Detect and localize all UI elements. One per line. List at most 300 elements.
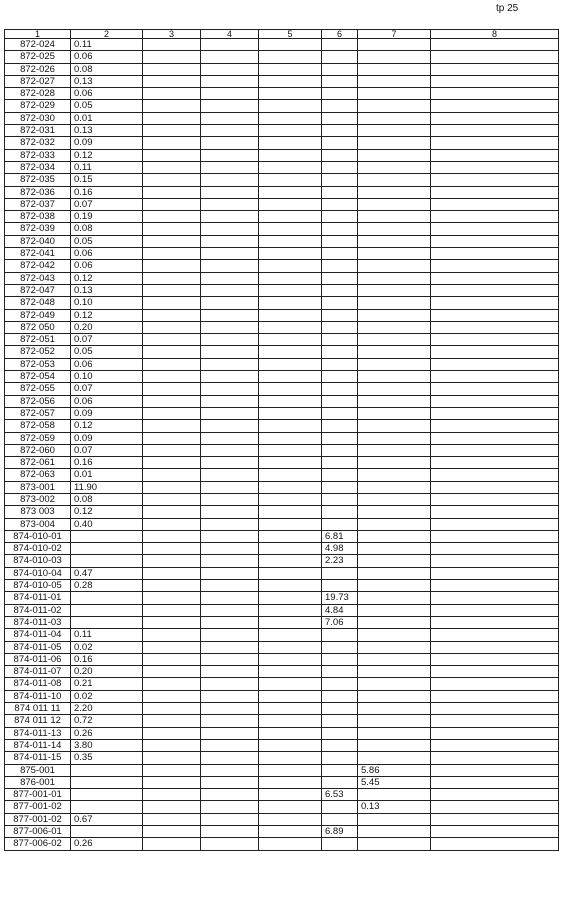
column-4-cell <box>201 371 259 383</box>
column-3-cell <box>143 198 201 210</box>
column-3-cell <box>143 826 201 838</box>
column-2-cell: 0.02 <box>71 690 143 702</box>
parcel-id-cell: 872-043 <box>5 272 71 284</box>
column-2-cell: 0.09 <box>71 432 143 444</box>
table-row <box>5 39 559 51</box>
column-3-cell <box>143 248 201 260</box>
column-7-cell <box>358 432 431 444</box>
column-2-cell: 0.10 <box>71 371 143 383</box>
column-2-cell: 0.02 <box>71 641 143 653</box>
column-8-cell <box>431 826 559 838</box>
column-2-cell: 0.11 <box>71 161 143 173</box>
column-5-cell <box>259 100 322 112</box>
column-2-cell: 0.15 <box>71 174 143 186</box>
column-2-cell: 0.12 <box>71 309 143 321</box>
column-4-cell <box>201 493 259 505</box>
column-4-cell <box>201 383 259 395</box>
column-3-cell <box>143 297 201 309</box>
parcel-id-cell: 874-011-02 <box>5 604 71 616</box>
column-5-cell <box>259 432 322 444</box>
table-row <box>5 125 559 137</box>
column-6-cell: 2.23 <box>322 555 358 567</box>
column-8-cell <box>431 272 559 284</box>
column-3-cell <box>143 186 201 198</box>
column-5-cell <box>259 407 322 419</box>
table-row <box>5 407 559 419</box>
column-4-cell <box>201 248 259 260</box>
column-6-cell <box>322 666 358 678</box>
column-5-cell <box>259 444 322 456</box>
column-2-cell: 2.20 <box>71 703 143 715</box>
column-3-cell <box>143 371 201 383</box>
column-2-cell: 0.19 <box>71 211 143 223</box>
parcel-id-cell: 877-001-01 <box>5 789 71 801</box>
column-4-cell <box>201 629 259 641</box>
column-7-cell <box>358 592 431 604</box>
column-7-cell <box>358 174 431 186</box>
column-7-cell <box>358 161 431 173</box>
column-4-cell <box>201 198 259 210</box>
table-row <box>5 481 559 493</box>
column-7-cell <box>358 530 431 542</box>
table-row <box>5 420 559 432</box>
column-7-cell <box>358 407 431 419</box>
parcel-id-cell: 872-041 <box>5 248 71 260</box>
column-2-cell: 0.10 <box>71 297 143 309</box>
column-5-cell <box>259 629 322 641</box>
column-2-cell <box>71 616 143 628</box>
column-2-cell: 0.06 <box>71 358 143 370</box>
column-5-cell <box>259 174 322 186</box>
column-6-cell <box>322 149 358 161</box>
column-8-cell <box>431 555 559 567</box>
parcel-id-cell: 872-054 <box>5 371 71 383</box>
column-6-cell <box>322 567 358 579</box>
table-row <box>5 666 559 678</box>
column-7-cell <box>358 739 431 751</box>
column-2-cell: 0.06 <box>71 51 143 63</box>
column-8-cell <box>431 752 559 764</box>
column-6-cell: 6.89 <box>322 826 358 838</box>
column-3-cell <box>143 555 201 567</box>
column-5-cell <box>259 321 322 333</box>
column-4-cell <box>201 838 259 850</box>
column-2-cell: 0.13 <box>71 284 143 296</box>
column-6-cell <box>322 457 358 469</box>
column-header: 2 <box>71 30 143 39</box>
column-6-cell <box>322 444 358 456</box>
column-6-cell <box>322 580 358 592</box>
parcel-id-cell: 872-028 <box>5 88 71 100</box>
column-6-cell <box>322 235 358 247</box>
column-3-cell <box>143 629 201 641</box>
column-3-cell <box>143 75 201 87</box>
column-4-cell <box>201 174 259 186</box>
column-3-cell <box>143 149 201 161</box>
column-7-cell: 5.45 <box>358 776 431 788</box>
table-row <box>5 690 559 702</box>
column-7-cell <box>358 616 431 628</box>
column-5-cell <box>259 334 322 346</box>
column-6-cell <box>322 752 358 764</box>
column-5-cell <box>259 530 322 542</box>
column-4-cell <box>201 407 259 419</box>
table-row <box>5 826 559 838</box>
column-8-cell <box>431 88 559 100</box>
table-row <box>5 653 559 665</box>
parcel-id-cell: 873-001 <box>5 481 71 493</box>
table-row <box>5 543 559 555</box>
column-7-cell <box>358 88 431 100</box>
column-3-cell <box>143 395 201 407</box>
column-4-cell <box>201 715 259 727</box>
column-6-cell <box>322 838 358 850</box>
parcel-id-cell: 874-010-02 <box>5 543 71 555</box>
table-row <box>5 506 559 518</box>
column-3-cell <box>143 444 201 456</box>
table-row <box>5 813 559 825</box>
column-8-cell <box>431 112 559 124</box>
column-4-cell <box>201 161 259 173</box>
column-7-cell <box>358 813 431 825</box>
column-2-cell: 0.26 <box>71 838 143 850</box>
column-6-cell: 6.81 <box>322 530 358 542</box>
column-8-cell <box>431 739 559 751</box>
column-6-cell <box>322 764 358 776</box>
parcel-id-cell: 872-026 <box>5 63 71 75</box>
table-row <box>5 334 559 346</box>
column-5-cell <box>259 297 322 309</box>
parcel-id-cell: 873 003 <box>5 506 71 518</box>
column-2-cell: 0.12 <box>71 420 143 432</box>
column-6-cell <box>322 137 358 149</box>
column-5-cell <box>259 395 322 407</box>
column-5-cell <box>259 567 322 579</box>
column-2-cell: 0.47 <box>71 567 143 579</box>
column-2-cell: 0.13 <box>71 125 143 137</box>
column-header: 7 <box>358 30 431 39</box>
table-row <box>5 530 559 542</box>
column-3-cell <box>143 358 201 370</box>
column-4-cell <box>201 260 259 272</box>
column-5-cell <box>259 383 322 395</box>
table-row <box>5 727 559 739</box>
table-row <box>5 174 559 186</box>
column-7-cell <box>358 395 431 407</box>
column-2-cell <box>71 543 143 555</box>
column-7-cell <box>358 543 431 555</box>
column-4-cell <box>201 444 259 456</box>
column-6-cell <box>322 690 358 702</box>
parcel-id-cell: 872-033 <box>5 149 71 161</box>
column-6-cell <box>322 518 358 530</box>
column-3-cell <box>143 727 201 739</box>
column-7-cell <box>358 666 431 678</box>
column-5-cell <box>259 752 322 764</box>
column-6-cell <box>322 223 358 235</box>
parcel-id-cell: 874 011 11 <box>5 703 71 715</box>
column-2-cell: 0.06 <box>71 88 143 100</box>
column-8-cell <box>431 715 559 727</box>
column-3-cell <box>143 641 201 653</box>
table-row <box>5 432 559 444</box>
parcel-id-cell: 877-006-02 <box>5 838 71 850</box>
column-6-cell <box>322 174 358 186</box>
parcel-id-cell: 872-053 <box>5 358 71 370</box>
column-3-cell <box>143 801 201 813</box>
column-6-cell: 7.06 <box>322 616 358 628</box>
column-2-cell <box>71 776 143 788</box>
parcel-id-cell: 873-002 <box>5 493 71 505</box>
parcel-id-cell: 872-040 <box>5 235 71 247</box>
column-2-cell: 0.16 <box>71 186 143 198</box>
column-8-cell <box>431 75 559 87</box>
column-2-cell <box>71 801 143 813</box>
column-3-cell <box>143 481 201 493</box>
column-4-cell <box>201 567 259 579</box>
column-8-cell <box>431 727 559 739</box>
column-4-cell <box>201 592 259 604</box>
column-5-cell <box>259 284 322 296</box>
column-5-cell <box>259 506 322 518</box>
column-3-cell <box>143 678 201 690</box>
column-8-cell <box>431 334 559 346</box>
column-5-cell <box>259 371 322 383</box>
table-row <box>5 51 559 63</box>
column-5-cell <box>259 63 322 75</box>
column-6-cell <box>322 346 358 358</box>
column-7-cell <box>358 555 431 567</box>
column-4-cell <box>201 789 259 801</box>
column-6-cell <box>322 506 358 518</box>
parcel-id-cell: 872-042 <box>5 260 71 272</box>
column-7-cell <box>358 321 431 333</box>
column-5-cell <box>259 75 322 87</box>
column-5-cell <box>259 826 322 838</box>
column-5-cell <box>259 223 322 235</box>
column-header: 6 <box>322 30 358 39</box>
column-4-cell <box>201 555 259 567</box>
column-8-cell <box>431 690 559 702</box>
table-row <box>5 321 559 333</box>
column-7-cell <box>358 186 431 198</box>
column-8-cell <box>431 186 559 198</box>
header-row <box>5 30 559 39</box>
parcel-id-cell: 874-010-01 <box>5 530 71 542</box>
column-5-cell <box>259 248 322 260</box>
column-8-cell <box>431 469 559 481</box>
column-4-cell <box>201 137 259 149</box>
column-2-cell: 0.35 <box>71 752 143 764</box>
column-6-cell <box>322 407 358 419</box>
column-8-cell <box>431 493 559 505</box>
column-8-cell <box>431 420 559 432</box>
column-5-cell <box>259 616 322 628</box>
column-5-cell <box>259 235 322 247</box>
column-5-cell <box>259 481 322 493</box>
column-6-cell <box>322 321 358 333</box>
parcel-id-cell: 874-011-05 <box>5 641 71 653</box>
column-3-cell <box>143 174 201 186</box>
column-3-cell <box>143 432 201 444</box>
column-3-cell <box>143 321 201 333</box>
column-6-cell <box>322 493 358 505</box>
parcel-id-cell: 874-011-07 <box>5 666 71 678</box>
column-3-cell <box>143 752 201 764</box>
column-8-cell <box>431 161 559 173</box>
column-8-cell <box>431 248 559 260</box>
column-5-cell <box>259 666 322 678</box>
column-2-cell <box>71 789 143 801</box>
column-3-cell <box>143 39 201 51</box>
column-3-cell <box>143 125 201 137</box>
column-8-cell <box>431 776 559 788</box>
column-6-cell: 19.73 <box>322 592 358 604</box>
table-row <box>5 838 559 850</box>
column-header: 4 <box>201 30 259 39</box>
column-2-cell: 0.07 <box>71 444 143 456</box>
column-5-cell <box>259 739 322 751</box>
column-5-cell <box>259 186 322 198</box>
parcel-id-cell: 872-024 <box>5 39 71 51</box>
table-row <box>5 395 559 407</box>
column-2-cell <box>71 592 143 604</box>
column-7-cell <box>358 838 431 850</box>
table-row <box>5 604 559 616</box>
column-8-cell <box>431 346 559 358</box>
column-2-cell: 3.80 <box>71 739 143 751</box>
column-6-cell <box>322 125 358 137</box>
column-8-cell <box>431 284 559 296</box>
table-row <box>5 149 559 161</box>
column-8-cell <box>431 149 559 161</box>
column-4-cell <box>201 641 259 653</box>
column-2-cell: 0.11 <box>71 629 143 641</box>
parcel-id-cell: 874-010-04 <box>5 567 71 579</box>
table-row <box>5 75 559 87</box>
column-7-cell <box>358 641 431 653</box>
column-4-cell <box>201 653 259 665</box>
column-3-cell <box>143 161 201 173</box>
column-6-cell <box>322 260 358 272</box>
column-2-cell: 0.16 <box>71 653 143 665</box>
column-4-cell <box>201 776 259 788</box>
parcel-id-cell: 872-047 <box>5 284 71 296</box>
parcel-id-cell: 872-058 <box>5 420 71 432</box>
column-6-cell <box>322 39 358 51</box>
column-4-cell <box>201 727 259 739</box>
table-row <box>5 100 559 112</box>
column-2-cell: 0.06 <box>71 248 143 260</box>
column-8-cell <box>431 764 559 776</box>
column-header: 8 <box>431 30 559 39</box>
column-7-cell <box>358 703 431 715</box>
column-7-cell <box>358 39 431 51</box>
parcel-id-cell: 872-034 <box>5 161 71 173</box>
column-7-cell <box>358 678 431 690</box>
column-8-cell <box>431 592 559 604</box>
column-8-cell <box>431 198 559 210</box>
column-7-cell <box>358 248 431 260</box>
table-row <box>5 186 559 198</box>
parcel-id-cell: 872 050 <box>5 321 71 333</box>
table-row <box>5 248 559 260</box>
parcel-id-cell: 872-056 <box>5 395 71 407</box>
column-8-cell <box>431 789 559 801</box>
column-7-cell <box>358 51 431 63</box>
parcel-id-cell: 872-029 <box>5 100 71 112</box>
column-5-cell <box>259 641 322 653</box>
table-row <box>5 161 559 173</box>
column-5-cell <box>259 457 322 469</box>
parcel-id-cell: 872-052 <box>5 346 71 358</box>
parcel-id-cell: 872-049 <box>5 309 71 321</box>
column-8-cell <box>431 653 559 665</box>
column-6-cell <box>322 211 358 223</box>
table-row <box>5 641 559 653</box>
column-4-cell <box>201 690 259 702</box>
column-3-cell <box>143 776 201 788</box>
column-8-cell <box>431 567 559 579</box>
column-4-cell <box>201 63 259 75</box>
column-3-cell <box>143 469 201 481</box>
column-3-cell <box>143 789 201 801</box>
column-4-cell <box>201 358 259 370</box>
column-4-cell <box>201 616 259 628</box>
column-8-cell <box>431 358 559 370</box>
column-7-cell <box>358 198 431 210</box>
column-6-cell <box>322 63 358 75</box>
column-5-cell <box>259 125 322 137</box>
column-2-cell: 0.40 <box>71 518 143 530</box>
column-3-cell <box>143 211 201 223</box>
column-7-cell <box>358 297 431 309</box>
column-3-cell <box>143 493 201 505</box>
table-row <box>5 703 559 715</box>
column-5-cell <box>259 690 322 702</box>
column-8-cell <box>431 260 559 272</box>
column-4-cell <box>201 125 259 137</box>
parcel-id-cell: 872-039 <box>5 223 71 235</box>
column-4-cell <box>201 75 259 87</box>
parcel-id-cell: 872-035 <box>5 174 71 186</box>
column-2-cell: 0.13 <box>71 75 143 87</box>
column-3-cell <box>143 284 201 296</box>
column-3-cell <box>143 260 201 272</box>
parcel-id-cell: 874-010-03 <box>5 555 71 567</box>
column-4-cell <box>201 321 259 333</box>
column-7-cell <box>358 690 431 702</box>
column-6-cell <box>322 813 358 825</box>
column-6-cell <box>322 161 358 173</box>
column-2-cell <box>71 826 143 838</box>
column-6-cell <box>322 383 358 395</box>
column-7-cell: 5.86 <box>358 764 431 776</box>
parcel-id-cell: 872-032 <box>5 137 71 149</box>
table-row <box>5 284 559 296</box>
parcel-id-cell: 872-038 <box>5 211 71 223</box>
column-3-cell <box>143 383 201 395</box>
column-3-cell <box>143 334 201 346</box>
parcel-id-cell: 877-001-02 <box>5 813 71 825</box>
parcel-id-cell: 877-001-02 <box>5 801 71 813</box>
column-2-cell: 0.72 <box>71 715 143 727</box>
column-8-cell <box>431 444 559 456</box>
column-2-cell: 0.01 <box>71 469 143 481</box>
column-7-cell <box>358 469 431 481</box>
column-5-cell <box>259 678 322 690</box>
column-4-cell <box>201 297 259 309</box>
